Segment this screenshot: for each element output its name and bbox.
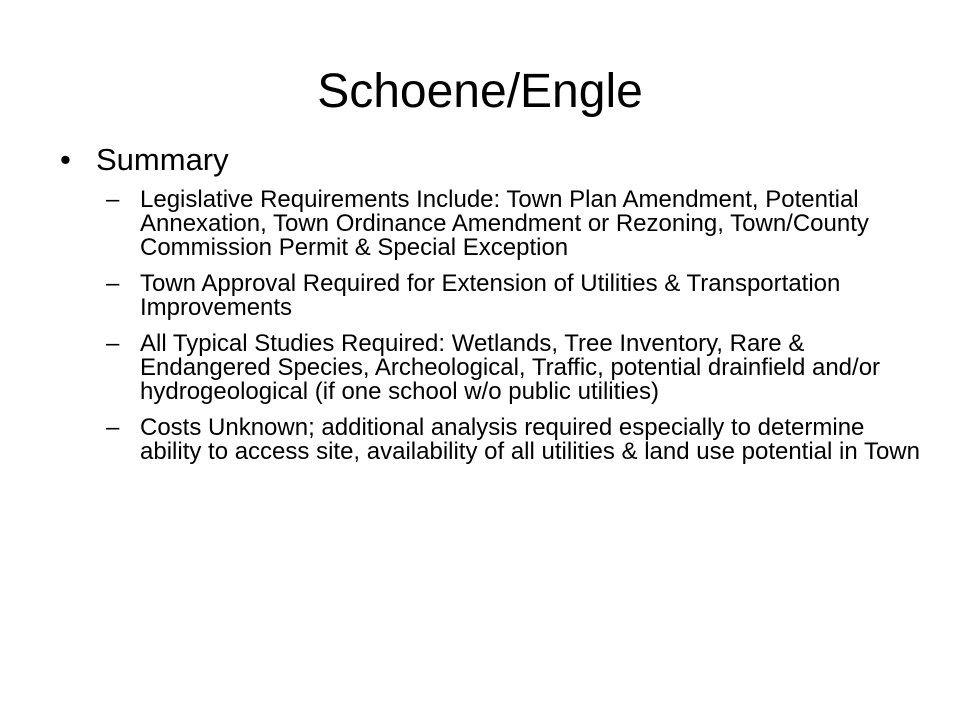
summary-heading: Summary [96,142,229,177]
dash-icon: – [106,186,120,213]
sub-bullet-list [60,188,920,464]
slide-title: Schoene/Engle [317,65,643,118]
bullet-summary [60,140,920,180]
dash-icon: – [106,414,120,441]
list-item-text: Legislative Requirements Include: Town Plan Amendment, Potential Annexation, Town Ordinance Amendment or Rezoning, Town/County Commission Permit & Special Exception [140,186,869,261]
list-item-text: All Typical Studies Required: Wetlands, Tree Inventory, Rare & Endangered Species, Archeological, Traffic, potential drainfield and/or hydrogeological (if one school w/o public utilities) [140,330,881,405]
list-item-text: Town Approval Required for Extension of Utilities & Transportation Improvements [140,270,841,321]
bullet-list [60,140,920,476]
bullet-icon: • [60,142,71,177]
dash-icon: – [106,330,120,357]
list-item-text: Costs Unknown; additional analysis required especially to determine ability to access site, availability of all utilities & land use potential in Town [140,414,920,465]
list-item [106,272,920,320]
dash-icon: – [106,270,120,297]
list-item [106,332,920,404]
list-item [106,188,920,260]
list-item [106,416,920,464]
